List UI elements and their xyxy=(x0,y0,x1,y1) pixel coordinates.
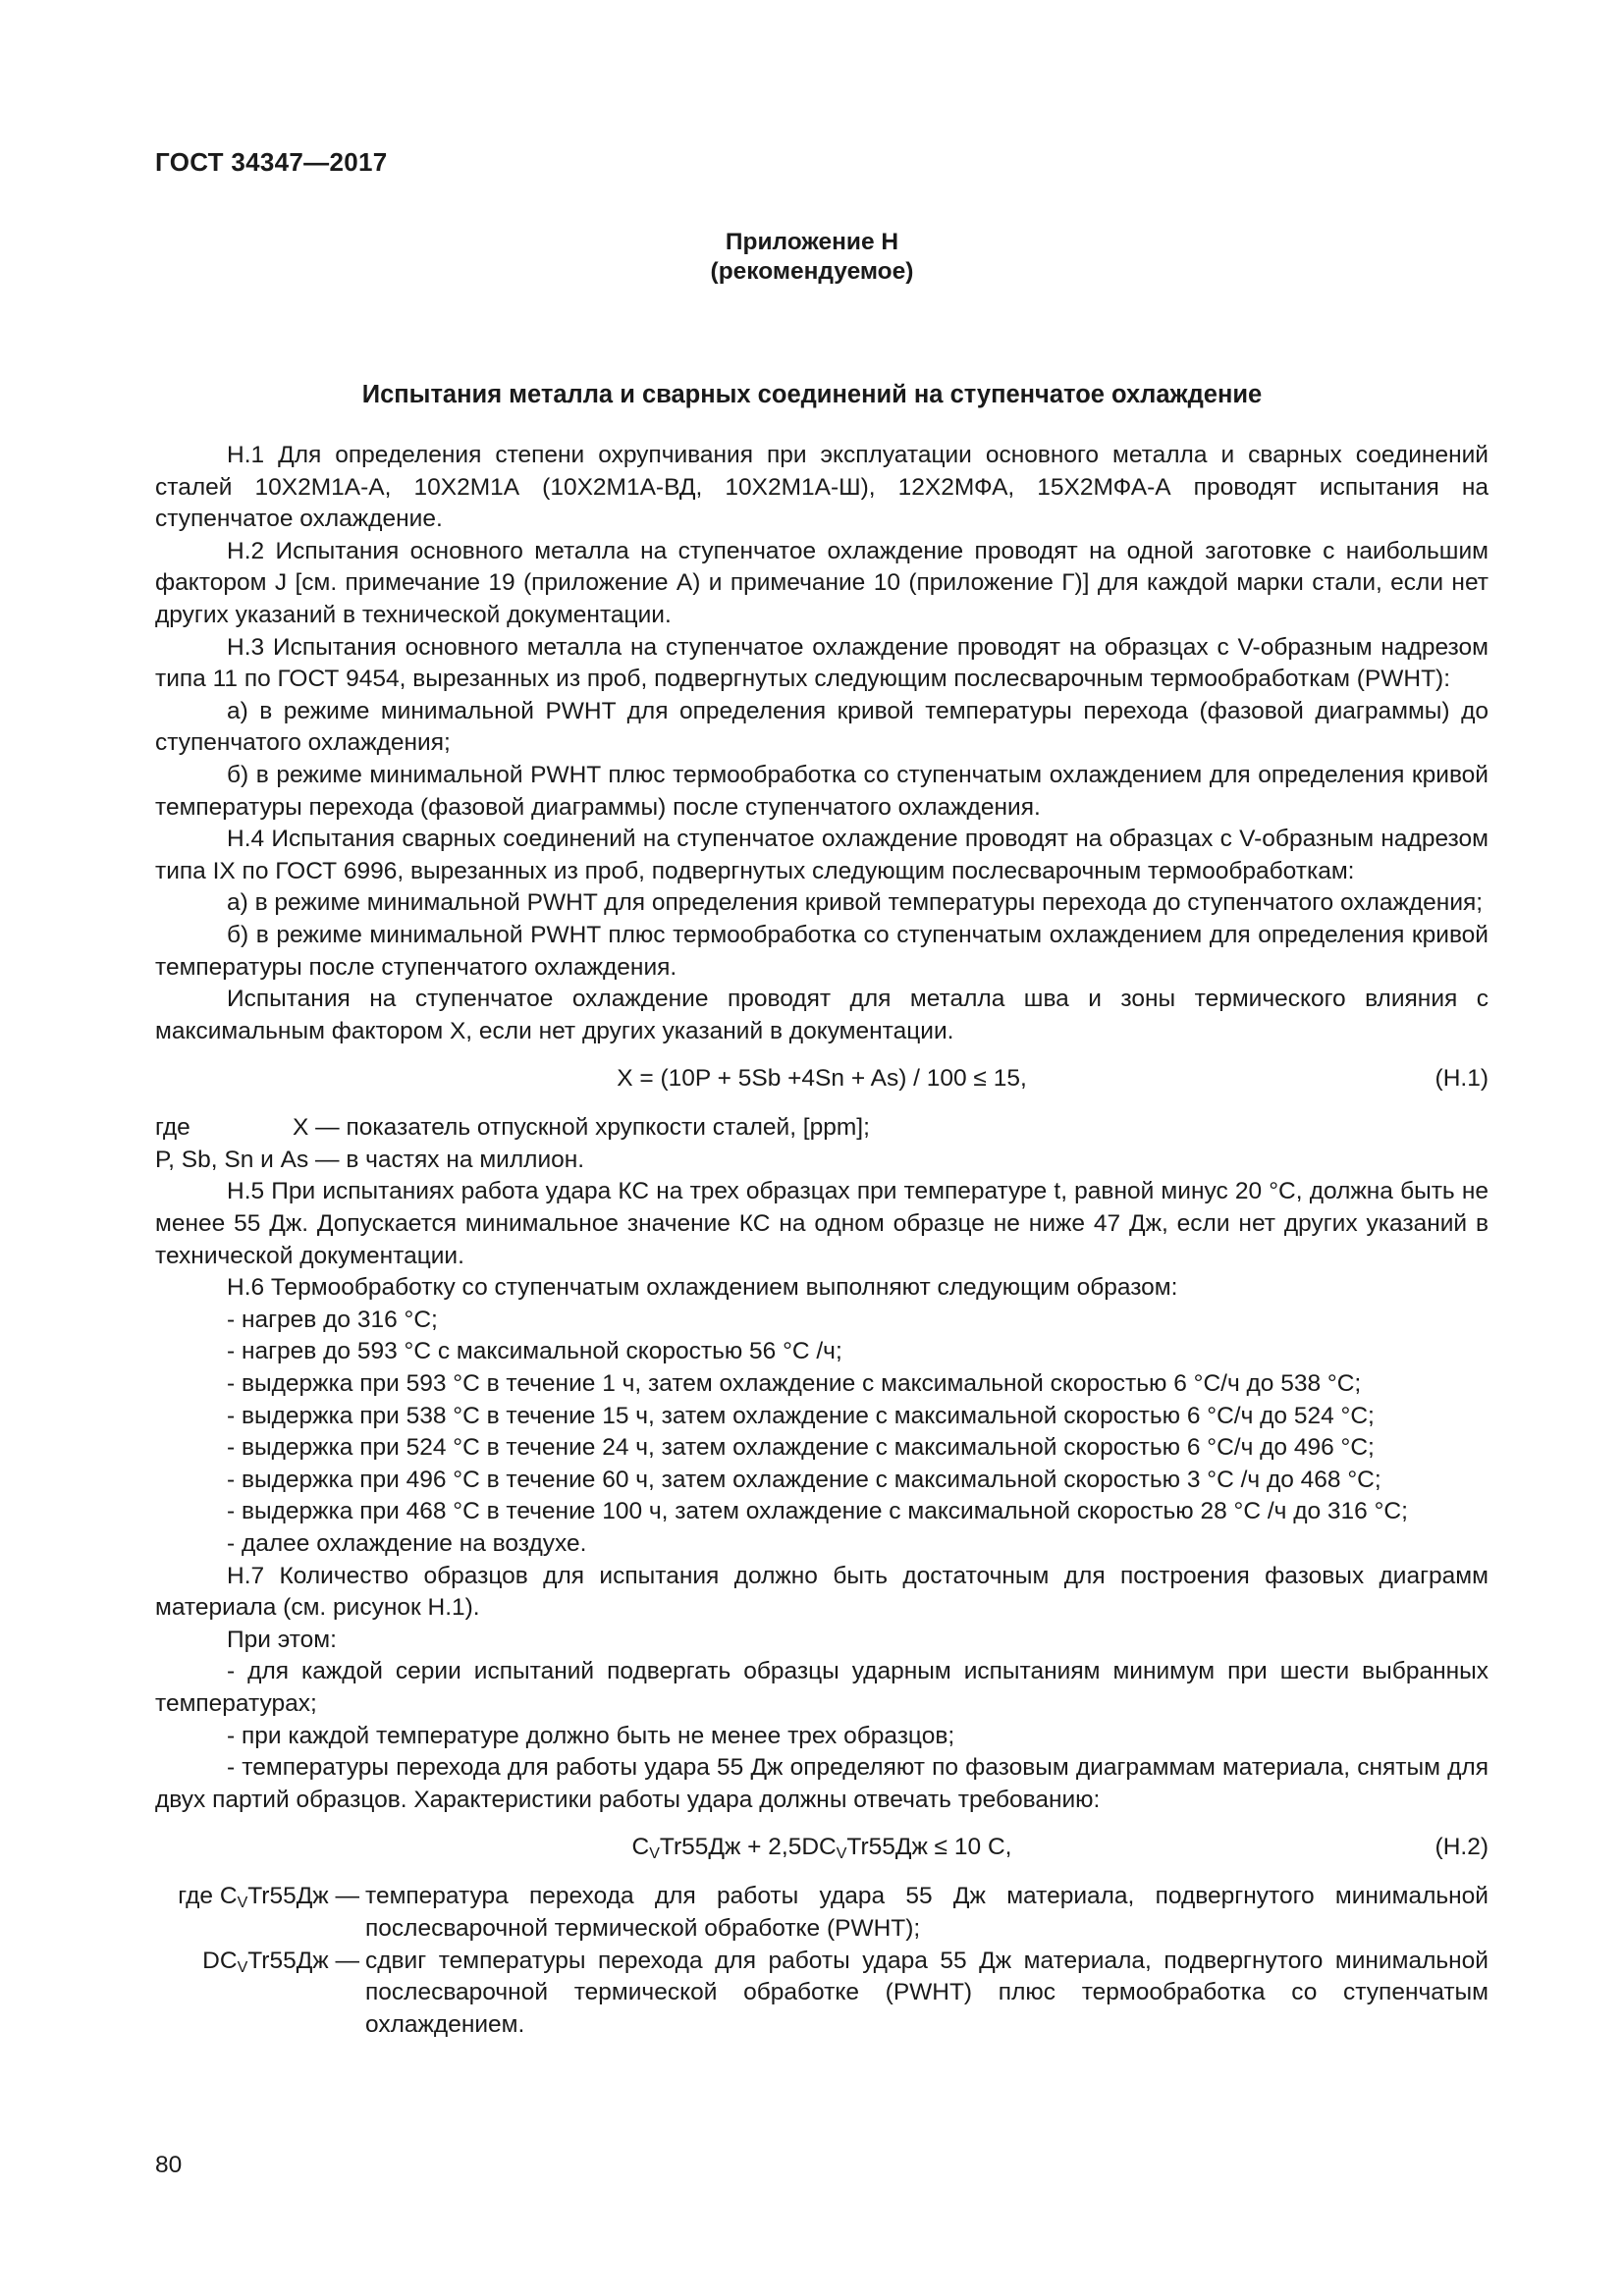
step-item: - нагрев до 593 °С с максимальной скоростью 56 °С /ч; xyxy=(227,1338,842,1365)
appendix-title: Приложение Н xyxy=(725,229,899,255)
paragraph-h3-a: а) в режиме минимальной PWHT для определения кривой температуры перехода (фазовой диаграммы) до ступенчатого охлаждения; xyxy=(155,697,1489,757)
formula-h2 xyxy=(155,1832,1489,1871)
requirement-item: - при каждой температуре должно быть не менее трех образцов; xyxy=(227,1722,955,1749)
paragraph-h5: Н.5 При испытаниях работа удара КС на трех образцах при температуре t, равной минус 20 °С, должна быть не менее 55 Дж. Допускается минимальное значение КС на одном образце не ниже 47 Дж, если нет других указаний в технической документации. xyxy=(155,1178,1489,1269)
appendix-status: (рекомендуемое) xyxy=(710,258,914,285)
paragraph-h1: Н.1 Для определения степени охрупчивания при эксплуатации основного металла и сварных соединений сталей 10Х2М1А-А, 10Х2М1А (10Х2М1А-ВД, 10Х2М1А-Ш), 12Х2МФА, 15Х2МФА-А проводят испытания на ступенчатое охлаждение. xyxy=(155,442,1489,533)
paragraph-h4-a: а) в режиме минимальной PWHT для определения кривой температуры перехода до ступенчатого охлаждения; xyxy=(227,889,1484,917)
glossary-row xyxy=(155,1881,1489,1945)
where-definition: X — показатель отпускной хрупкости сталей, [ppm]; xyxy=(293,1114,870,1142)
formula-h1 xyxy=(155,1063,1489,1102)
step-item: - выдержка при 538 °С в течение 15 ч, затем охлаждение с максимальной скоростью 6 °С/ч до 524 °С; xyxy=(227,1402,1375,1429)
paragraph-h2: Н.2 Испытания основного металла на ступенчатое охлаждение проводят на одной заготовке с наибольшим фактором J [см. примечание 19 (приложение А) и примечание 10 (приложение Г)] для каждой марки стали, если нет других указаний в технической документации. xyxy=(155,537,1489,628)
step-item: - выдержка при 524 °С в течение 24 ч, затем охлаждение с максимальной скоростью 6 °С/ч до 496 °С; xyxy=(227,1434,1375,1462)
formula-h2-glossary xyxy=(155,1881,1489,2041)
paragraph-h3: Н.3 Испытания основного металла на ступенчатое охлаждение проводят на образцах с V-образным надрезом типа 11 по ГОСТ 9454, вырезанных из проб, подвергнутых следующим послесварочным термообработкам (PWHT): xyxy=(155,633,1489,693)
formula-h2-number: (Н.2) xyxy=(1435,1834,1489,1861)
step-item: - выдержка при 496 °С в течение 60 ч, затем охлаждение с максимальной скоростью 3 °С /ч до 468 °С; xyxy=(227,1466,1381,1493)
formula-h2-expression: $C_VTr55Дж + 2,5DC_VTr55Дж \le 10$ С, xyxy=(631,1834,1012,1863)
formula-h1-where xyxy=(155,1112,1489,1145)
step-item: - далее охлаждение на воздухе. xyxy=(227,1530,587,1557)
glossary-description: температура перехода для работы удара 55 Дж материала, подвергнутого минимальной послесварочной термической обработке (PWHT); xyxy=(365,1883,1489,1942)
step-item: - выдержка при 593 °С в течение 1 ч, затем охлаждение с максимальной скоростью 6 °С/ч до 538 °С; xyxy=(227,1370,1362,1398)
requirement-item: - для каждой серии испытаний подвергать образцы ударным испытаниям минимум при шести выбранных температурах; xyxy=(155,1658,1489,1717)
step-item: - нагрев до 316 °С; xyxy=(227,1306,438,1333)
page-number: 80 xyxy=(155,2152,183,2178)
glossary-term: $DC_VTr55Дж$ — xyxy=(202,1947,359,1976)
where-units: P, Sb, Sn и As — в частях на миллион. xyxy=(155,1146,585,1173)
paragraph-h4: Н.4 Испытания сварных соединений на ступенчатое охлаждение проводят на образцах с V-образным надрезом типа IX по ГОСТ 6996, вырезанных из проб, подвергнутых следующим послесварочным термообработкам: xyxy=(155,826,1489,884)
body-text xyxy=(155,440,1489,2041)
formula-h1-number: (Н.1) xyxy=(1435,1065,1489,1093)
where-word: где xyxy=(155,1114,190,1142)
paragraph-h3-b: б) в режиме минимальной PWHT плюс термообработка со ступенчатым охлаждением для определения кривой температуры перехода (фазовой диаграммы) после ступенчатого охлаждения. xyxy=(155,761,1489,821)
glossary-row xyxy=(155,1946,1489,2042)
glossary-description: сдвиг температуры перехода для работы удара 55 Дж материала, подвергнутого минимальной послесварочной термической обработке (PWHT) плюс термообработка со ступенчатым охлаждением. xyxy=(365,1947,1489,2038)
paragraph-h7: Н.7 Количество образцов для испытания должно быть достаточным для построения фазовых диаграмм материала (см. рисунок Н.1). xyxy=(155,1562,1489,1622)
section-title: Испытания металла и сварных соединений на ступенчатое охлаждение xyxy=(361,381,1263,408)
paragraph-h4-b: б) в режиме минимальной PWHT плюс термообработка со ступенчатым охлаждением для определения кривой температуры после ступенчатого охлаждения. xyxy=(155,921,1489,981)
appendix-heading xyxy=(0,228,1624,287)
paragraph-moreover: При этом: xyxy=(227,1626,337,1653)
glossary-term: где $C_VTr55Дж$ — xyxy=(178,1883,359,1912)
requirement-item: - температуры перехода для работы удара 55 Дж определяют по фазовым диаграммам материала, снятым для двух партий образцов. Характеристики работы удара должны отвечать требованию: xyxy=(155,1754,1489,1813)
formula-h1-expression: X = (10P + 5Sb +4Sn + As) / 100 ≤ 15, xyxy=(617,1065,1027,1093)
step-item: - выдержка при 468 °С в течение 100 ч, затем охлаждение с максимальной скоростью 28 °С /ч до 316 °С; xyxy=(227,1498,1408,1525)
paragraph-weld-tests: Испытания на ступенчатое охлаждение проводят для металла шва и зоны термического влияния с максимальным фактором X, если нет других указаний в документации. xyxy=(155,986,1489,1044)
standard-code: ГОСТ 34347—2017 xyxy=(155,147,388,177)
paragraph-h6: Н.6 Термообработку со ступенчатым охлаждением выполняют следующим образом: xyxy=(227,1274,1178,1302)
